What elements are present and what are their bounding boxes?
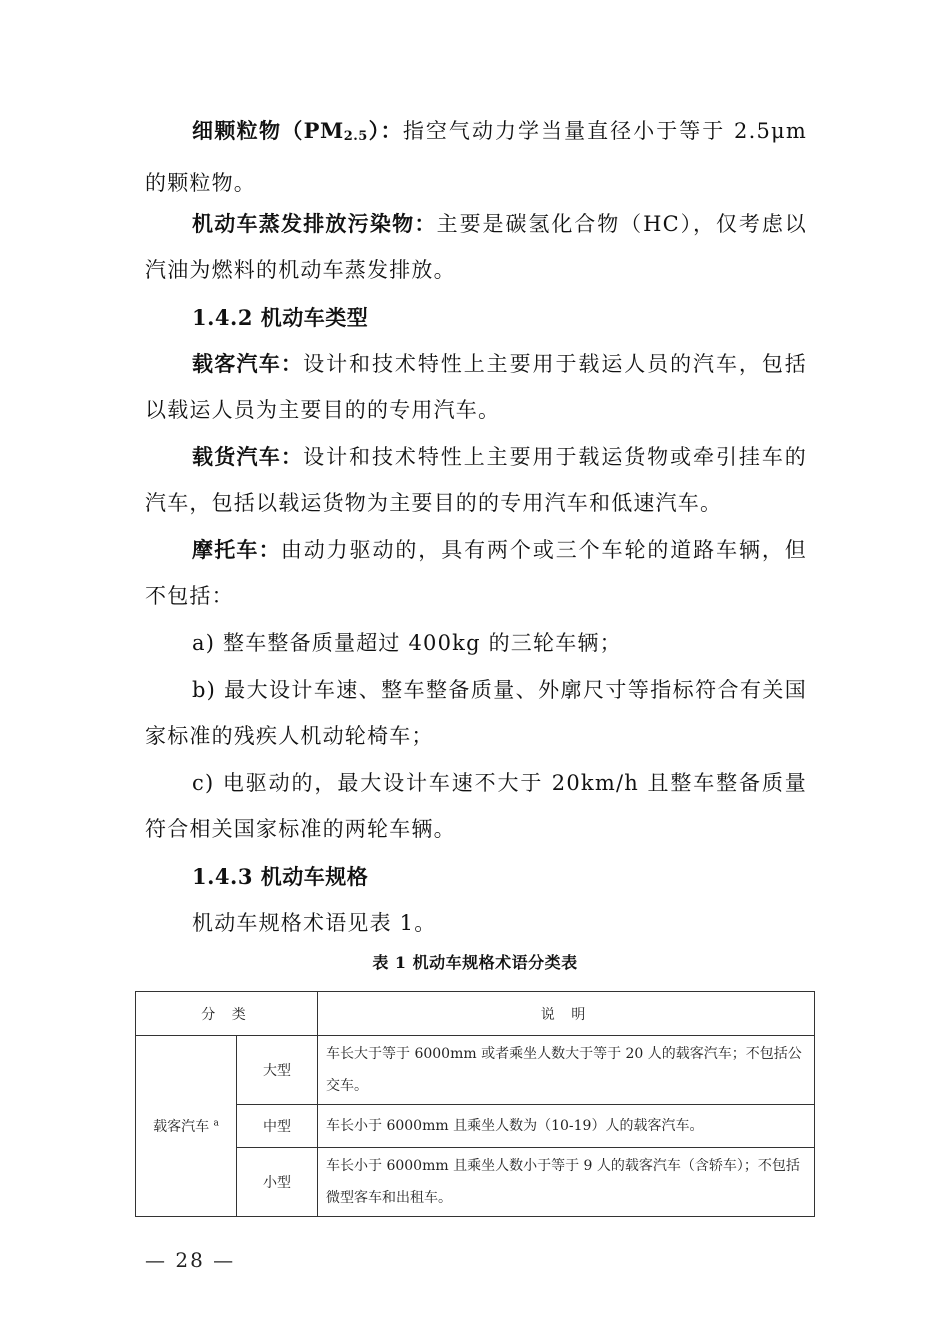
term-pm25: 细颗粒物（PM2.5）： bbox=[192, 118, 403, 144]
definition-motorcycle: 由动力驱动的，具有两个或三个车轮的道路车辆，但不包括： bbox=[145, 538, 808, 608]
size-cell: 大型 bbox=[237, 1036, 318, 1105]
paragraph-evaporative bbox=[145, 201, 807, 293]
table-title: 表 1 机动车规格术语分类表 bbox=[372, 953, 578, 972]
header-category: 分 类 bbox=[136, 992, 318, 1036]
table-header-row bbox=[136, 992, 815, 1036]
paragraph-table-reference: 机动车规格术语见表 1。 bbox=[192, 911, 437, 935]
definition-pm25: 指空气动力学当量直径小于等于 2.5μm 的颗粒物。 bbox=[145, 119, 808, 195]
footnote-mark: a bbox=[213, 1118, 219, 1129]
paragraph-pm25 bbox=[145, 108, 807, 206]
term-evaporative: 机动车蒸发排放污染物： bbox=[192, 211, 437, 236]
category-label: 载客汽车 bbox=[153, 1119, 210, 1135]
table-row bbox=[136, 1036, 815, 1105]
section-heading-1-4-3: 1.4.3 机动车规格 bbox=[192, 864, 369, 889]
term-motorcycle: 摩托车： bbox=[192, 537, 281, 562]
paragraph-passenger-car bbox=[145, 341, 807, 433]
definition-cargo-truck: 设计和技术特性上主要用于载运货物或牵引挂车的汽车，包括以载运货物为主要目的的专用汽车和低速汽车。 bbox=[145, 445, 807, 515]
spec-table bbox=[135, 991, 815, 1217]
paragraph-cargo-truck bbox=[145, 434, 807, 526]
term-passenger-car: 载客汽车： bbox=[192, 351, 304, 376]
term-cargo-truck: 载货汽车： bbox=[192, 444, 304, 469]
list-item-c: c) 电驱动的，最大设计车速不大于 20km/h 且整车整备质量符合相关国家标准的两轮车辆。 bbox=[145, 771, 807, 841]
definition-evaporative: 主要是碳氢化合物（HC），仅考虑以汽油为燃料的机动车蒸发排放。 bbox=[145, 212, 808, 282]
list-item-a: a) 整车整备质量超过 400kg 的三轮车辆； bbox=[192, 631, 622, 655]
description-cell: 车长小于 6000mm 且乘坐人数为（10-19）人的载客汽车。 bbox=[318, 1105, 815, 1148]
header-description: 说 明 bbox=[318, 992, 815, 1036]
table-row bbox=[136, 1105, 815, 1148]
description-cell: 车长小于 6000mm 且乘坐人数小于等于 9 人的载客汽车（含轿车）；不包括微型客车和出租车。 bbox=[318, 1148, 815, 1217]
paragraph-motorcycle bbox=[145, 527, 807, 619]
definition-passenger-car: 设计和技术特性上主要用于载运人员的汽车，包括以载运人员为主要目的的专用汽车。 bbox=[145, 352, 807, 422]
table-row bbox=[136, 1148, 815, 1217]
description-cell: 车长大于等于 6000mm 或者乘坐人数大于等于 20 人的载客汽车；不包括公交车。 bbox=[318, 1036, 815, 1105]
size-cell: 中型 bbox=[237, 1105, 318, 1148]
size-cell: 小型 bbox=[237, 1148, 318, 1217]
category-cell bbox=[136, 1036, 237, 1217]
page-number: — 28 — bbox=[145, 1248, 236, 1272]
list-item-b: b) 最大设计车速、整车整备质量、外廓尺寸等指标符合有关国家标准的残疾人机动轮椅车； bbox=[145, 678, 807, 748]
section-heading-1-4-2: 1.4.2 机动车类型 bbox=[192, 305, 369, 330]
